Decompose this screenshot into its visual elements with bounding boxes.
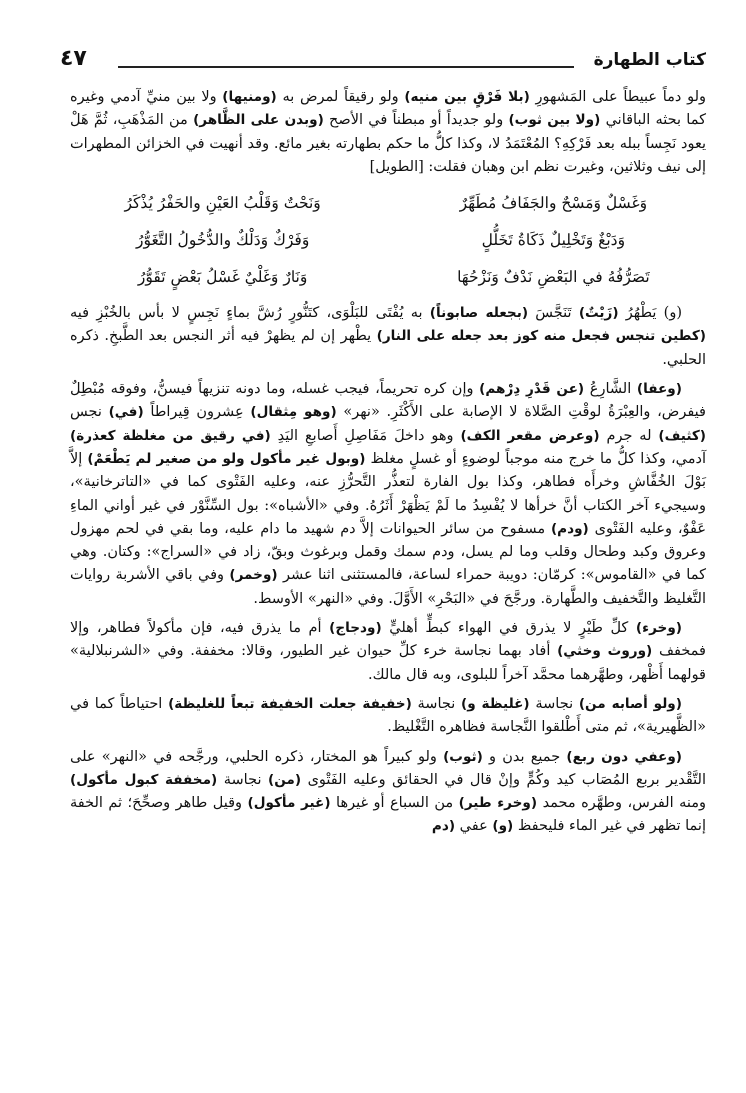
poem-verse: [70, 185, 706, 222]
page-header: [60, 44, 706, 78]
paragraph: [70, 746, 706, 839]
bold-text-run: (وخرء): [635, 620, 682, 637]
text-run: ومنه الفرس، وطهَّره محمد: [537, 795, 707, 812]
text-run: نجاسة: [529, 695, 579, 712]
bold-text-run: (وخرء طير): [458, 795, 538, 812]
bold-text-run: (ثوب): [443, 748, 483, 765]
paragraph: [70, 302, 706, 372]
poem-verse: [70, 222, 706, 259]
bold-text-run: (مخففة كبول مأكول): [70, 771, 218, 788]
text-run: كلِّ طَيْرٍ لا يذرق في الهواء كبطٍّ أهليٍّ: [381, 620, 636, 637]
text-run: مسفوح من سائر الحيوانات إلاَّ دم شهيد ما دام عليه، وما بقي في لحم مهزول وعروق وكبد وطحال وقلب وما لم يسل، ودم سمك وقمل وبرغوث وبقّ، زاد في «السراج»: وكتان. وهي كما في «القاموس»: كرمّان: دويبة حمراء لساعة، فالمستثنى اثنا عشر: [70, 520, 706, 584]
bold-text-run: (زَيْتٌ): [578, 305, 619, 322]
text-run: نجس: [70, 404, 109, 421]
bold-text-run: (ودجاج): [329, 620, 382, 637]
bold-text-run: (غير مأكول): [247, 795, 331, 812]
bold-text-run: (ومنيها): [222, 89, 277, 105]
bold-text-run: (وبدن على الظَّاهر): [193, 112, 324, 129]
text-run: وإن كره تحريماً، فيجب غسله، وما دونه تنزيهاً فيسنُّ، وفوقه مُبْطِلٌ فيفرض، والعِبْرَةُ لوقْتِ الصَّلاة لا الإصابة على الأَكْثَرِ. «نهر»: [70, 381, 706, 421]
text-run: إلاَّ بَوْلَ الخُفَّاشِ وخرأَه فطاهر، وكذا بول الفارة لتعذُّر التَّحرُّزِ عنه، وعليه الفَتْوى كما في «التاترخانية»، وسيجيء آخر الكتاب أنَّ خرأها لا يُفْسِدُ ما لَمْ يَظْهَرْ أَثَرُهُ. وفي «الأشباه»: بول السِّنَّوْر في غير أواني الماءِ عَفْوٌ، وعليه الفَتْوى: [70, 450, 706, 537]
bold-text-run: (كطين تنجس فجعل منه كوز بعد جعله على النار): [376, 328, 706, 345]
text-run: احتياطاً كما في «الظَّهيرية»، ثم متى أَطْلقوا النَّجاسة فظاهره التَّغْليظ.: [70, 695, 706, 736]
text-run: ولو جديداً أو مبطناً في الأصح: [323, 112, 509, 129]
text-run: من المَذْهَبِ، ثُمَّ هَلْ يعود نَجِساً ببله بعد فَرْكِهِ؟ المُعْتَمَدُ لا، وكذا كلُّ ما حكم بطهارته بغير مائع. وقد أنهيت في الخزائن المطهرات إلى نيف وثلاثين، وغيرت نظم ابن وهبان فقلت: [الطويل]: [70, 112, 706, 175]
text-run: عفي: [455, 818, 493, 835]
poem-verse: [70, 259, 706, 296]
bold-text-run: (و): [492, 818, 514, 835]
verse-first-hemistich: وَدَبْغٌ وَتَخْلِيلٌ ذَكَاةُ تَخَلُّلٍ: [481, 231, 626, 250]
bold-text-run: (ولا بين ثوب): [508, 112, 601, 129]
paragraph: [70, 617, 706, 687]
text-run: يطْهر إن لم يظهرْ فيه أثر النجس بعد الطَّبخِ. ذكره الحلبي.: [70, 328, 706, 368]
verse-second-hemistich: وَفَرْكٌ وَدَلْكٌ والدُّخُولُ التَّغَوُّرُ: [135, 231, 310, 250]
text-run: وفي باقي الأشربة روايات التَّغليظ والتَّخفيف والطَّهارة. ورجَّحَ في «البَحْرِ» الأَوَّلَ. وفي «النهر» الأوسط.: [70, 567, 706, 607]
text-run: نجاسة: [217, 771, 268, 788]
header-rule: [118, 66, 574, 68]
bold-text-run: (وعرض مقعر الكف): [460, 427, 600, 444]
verse-second-hemistich: وَنَحْتٌ وَقَلْبُ العَيْنِ والحَفْرُ يُذْكَرُ: [124, 194, 321, 213]
text-run: عِشرون قِيراطاً: [143, 404, 251, 421]
bold-text-run: (في رقيق من مغلظة كعذرة): [70, 427, 271, 444]
page-number: ٤٧: [60, 46, 87, 71]
bold-text-run: (وهو مِثقال): [250, 404, 337, 421]
bold-text-run: (عن قَدْرِ دِرْهم): [479, 381, 585, 398]
verse-second-hemistich: وَنَارٌ وَغَلْيٌ غَسْلُ بَعْضٍ تَقَوُّرُ: [137, 268, 308, 287]
bold-text-run: (دم: [431, 818, 456, 835]
text-run: من السباع أو غيرها: [330, 795, 459, 812]
text-run: ولو كبيراً هو المختار، ذكره الحلبي، ورجَّحه في «النهر» على التَّقْدير بربع المُصَاب كيد وكُمٍّ وإنْ قال في الحقائق وعليه الفَتْوى: [70, 748, 706, 788]
bold-text-run: (بلا فَرْقٍ بين منيه): [404, 89, 530, 105]
text-run: أم ما يذرق فيه، فإن مأكولاً فطاهر، وإلا فمخفف: [70, 620, 706, 660]
verse-first-hemistich: تَصَرُّفُهُ في البَعْضِ نَدْفٌ وَنَزْحُهَا: [457, 268, 650, 287]
bold-text-run: (وعفي دون ربع): [566, 748, 682, 765]
paragraph: [70, 86, 706, 179]
text-run: وهو داخلَ مَفَاصِلِ أَصابعِ اليَدِ: [270, 427, 461, 444]
bold-text-run: (كثيف): [658, 427, 707, 444]
text-run: ولو دماً عبيطاً على المَشهورِ: [529, 89, 706, 105]
bold-text-run: (غليظة و): [461, 695, 530, 712]
text-run: تَنَجَّسَ: [528, 305, 579, 322]
bold-text-run: (وعفا): [636, 381, 682, 398]
bold-text-run: (وروث وخثي): [557, 643, 653, 660]
bold-text-run: (بجعله صابوناً): [429, 305, 529, 322]
text-run: ولو رقيقاً لمرض به: [276, 89, 405, 105]
text-run: ولا بين منيِّ آدمي وغيره كما بحثه الباقاني: [70, 89, 707, 129]
text-run: نجاسة: [411, 695, 462, 712]
text-run: جميع بدن و: [482, 748, 567, 765]
paragraph: [70, 378, 706, 611]
bold-text-run: (وبول غير مأكول ولو من صغير لم يَطْعَمْ): [87, 450, 366, 467]
bold-text-run: (من): [267, 771, 302, 788]
text-run: آدمي، وكذا كلُّ ما خرج منه موجباً لوضوءٍ أو غسلٍ مغلظ: [365, 450, 706, 467]
text-run: به يُفْتَى للبَلْوَى، كتَنُّورٍ رُشَّ بماءٍ نَجِسٍ لا بأس بالخُبْزِ فيه: [70, 305, 430, 322]
text-run: الشَّارِعُ: [584, 381, 637, 398]
bold-text-run: (في): [108, 404, 144, 421]
text-run: وقيل طاهر وصحِّحَ؛ ثم الخفة إنما تظهر في غير الماء فليحفظ: [70, 795, 706, 835]
page-body: [70, 86, 706, 845]
bold-text-run: (خفيفة جعلت الخفيفة تبعاً للغليظة): [168, 695, 412, 712]
chapter-title: كتاب الطهارة: [593, 50, 706, 70]
verse-first-hemistich: وَغَسْلٌ وَمَسْحٌ والجَفَافُ مُطَهِّرٌ: [459, 194, 648, 213]
bold-text-run: (ودم): [550, 520, 589, 537]
text-run: (و) يَطْهُرُ: [618, 305, 682, 322]
text-run: له جرم: [599, 427, 659, 444]
bold-text-run: (وخمر): [229, 567, 278, 584]
bold-text-run: (ولو أصابه من): [578, 695, 682, 712]
paragraph: [70, 693, 706, 740]
text-run: أفاد بهما نجاسة خرء كلِّ حيوان غير الطيور، وقالا: مخففة. وفي «الشرنبلالية» قولهما أَظْهر، وطهَّرهما محمَّد آخراً للبلوى، وبه قال مالك.: [70, 643, 706, 683]
poem: [70, 185, 706, 296]
